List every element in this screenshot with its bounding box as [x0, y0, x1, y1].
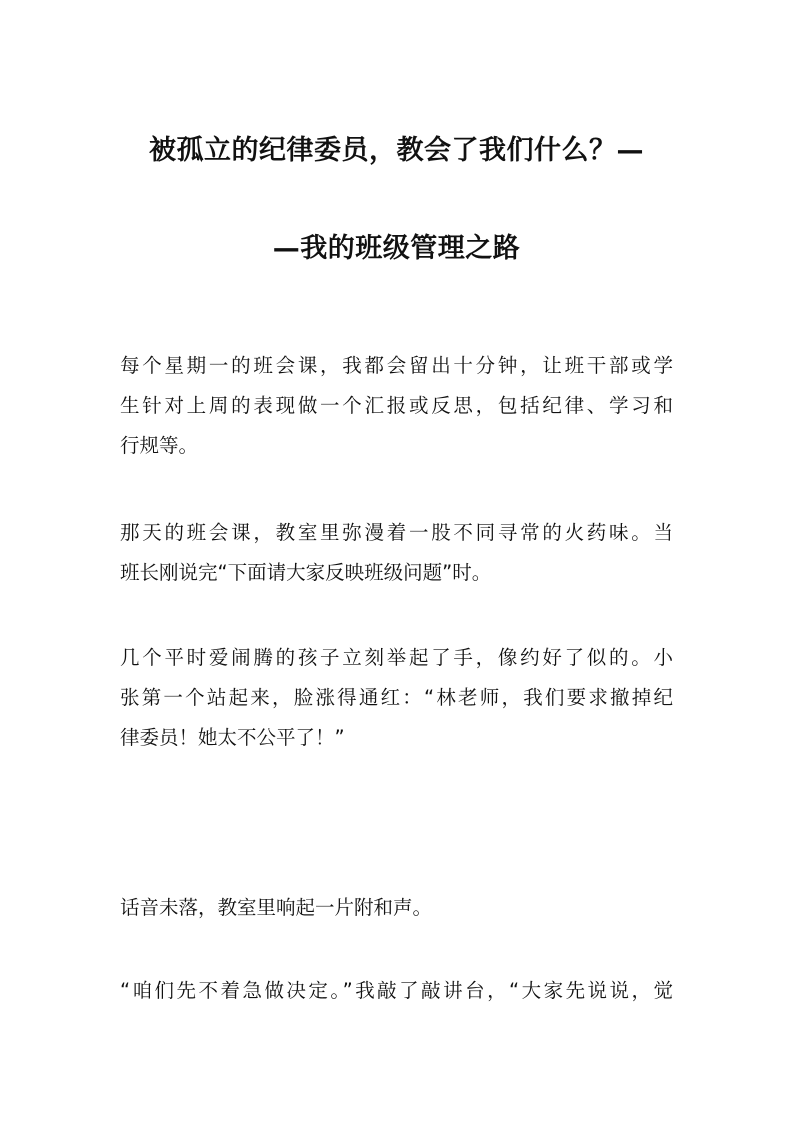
paragraph-line: 几个平时爱闹腾的孩子立刻举起了手，像约好了似的。小 — [120, 646, 673, 669]
paragraph-line: 张第一个站起来，脸涨得通红：“林老师，我们要求撤掉纪 — [120, 686, 673, 709]
paragraph-4 — [120, 888, 673, 928]
paragraph-line: 每个星期一的班会课，我都会留出十分钟，让班干部或学 — [120, 354, 673, 377]
paragraph-line: 那天的班会课，教室里弥漫着一股不同寻常的火药味。当 — [120, 521, 673, 544]
document-title-line-2: —我的班级管理之路 — [272, 233, 521, 264]
paragraph-line: 班长刚说完“下面请大家反映班级问题”时。 — [120, 561, 492, 584]
paragraph-2 — [120, 513, 673, 593]
paragraph-1 — [120, 346, 673, 466]
paragraph-line: 行规等。 — [120, 434, 199, 457]
paragraph-3 — [120, 638, 673, 758]
paragraph-line: 话音未落，教室里响起一片附和声。 — [120, 896, 433, 919]
paragraph-line: “咱们先不着急做决定。”我敲了敲讲台，“大家先说说，觉 — [120, 979, 673, 1002]
document-title-line-1: 被孤立的纪律委员，教会了我们什么？— — [149, 135, 644, 166]
paragraph-line: 律委员！她太不公平了！” — [120, 726, 345, 749]
paragraph-line: 生针对上周的表现做一个汇报或反思，包括纪律、学习和 — [120, 394, 673, 417]
paragraph-5 — [120, 971, 673, 1011]
